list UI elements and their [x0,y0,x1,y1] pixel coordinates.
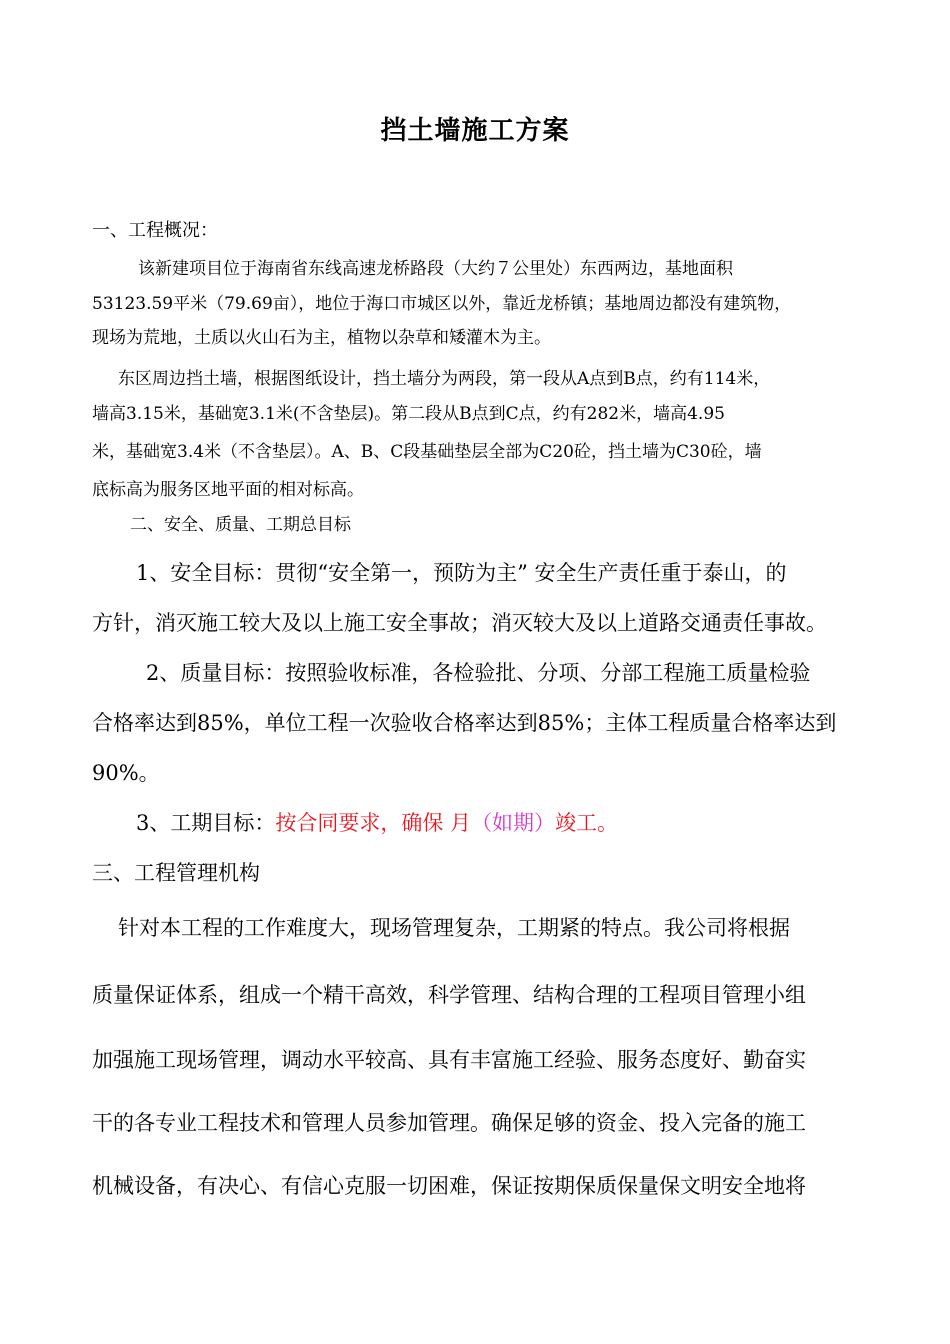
section-3-paragraph-line: 加强施工现场管理，调动水平较高、具有丰富施工经验、服务态度好、勤奋实 [92,1048,806,1072]
section-1-paragraph-2-line: 米，基础宽3.4米（不含垫层）。A、B、C段基础垫层全部为C20砼，挡土墙为C30砼，墙 [92,442,762,462]
goal-safety-line: 1、安全目标：贯彻“安全第一，预防为主” 安全生产责任重于泰山，的 [136,561,787,585]
goal-schedule-red-end: 竣工。 [555,811,619,835]
goal-safety-line: 方针，消灭施工较大及以上施工安全事故；消灭较大及以上道路交通责任事故。 [92,611,827,635]
section-1-paragraph-2-line: 东区周边挡土墙，根据图纸设计，挡土墙分为两段，第一段从A点到B点，约有114米， [118,369,771,389]
section-2-heading: 二、安全、质量、工期总目标 [130,515,351,535]
section-1-paragraph-2-line: 墙高3.15米，基础宽3.1米(不含垫层)。第二段从B点到C点，约有282米，墙高4.95 [92,404,725,424]
goal-schedule-prefix: 3、工期目标： [136,811,276,835]
section-3-paragraph-line: 机械设备，有决心、有信心克服一切困难，保证按期保质保量保文明安全地将 [92,1174,806,1198]
section-1-paragraph-2-line: 底标高为服务区地平面的相对标高。 [92,480,364,500]
goal-quality-line: 90%。 [92,761,160,785]
goal-schedule-red-text: 按合同要求，确保 月 [275,811,472,835]
section-1-paragraph-1-line: 现场为荒地，土质以火山石为主，植物以杂草和矮灌木为主。 [92,328,551,348]
section-3-paragraph-line: 针对本工程的工作难度大，现场管理复杂，工期紧的特点。我公司将根据 [118,916,790,940]
goal-schedule-pink-text: （如期） [471,811,556,835]
section-3-paragraph-line: 干的各专业工程技术和管理人员参加管理。确保足够的资金、投入完备的施工 [92,1111,806,1135]
section-1-paragraph-1-line: 该新建项目位于海南省东线高速龙桥路段（大约７公里处）东西两边，基地面积 [138,259,733,279]
section-3-paragraph-line: 质量保证体系，组成一个精干高效，科学管理、结构合理的工程项目管理小组 [92,983,806,1007]
section-1-paragraph-1-line: 53123.59平米（79.69亩），地位于海口市城区以外，靠近龙桥镇；基地周边都没有建筑物， [92,294,792,314]
section-1-heading: 一、工程概况： [92,220,218,241]
section-3-heading: 三、工程管理机构 [92,861,260,885]
goal-schedule-line [136,807,618,837]
goal-quality-line: 合格率达到85%，单位工程一次验收合格率达到85%；主体工程质量合格率达到 [92,711,837,735]
goal-quality-line: 2、质量目标：按照验收标准，各检验批、分项、分部工程施工质量检验 [146,661,811,685]
document-title: 挡土墙施工方案 [380,116,570,146]
